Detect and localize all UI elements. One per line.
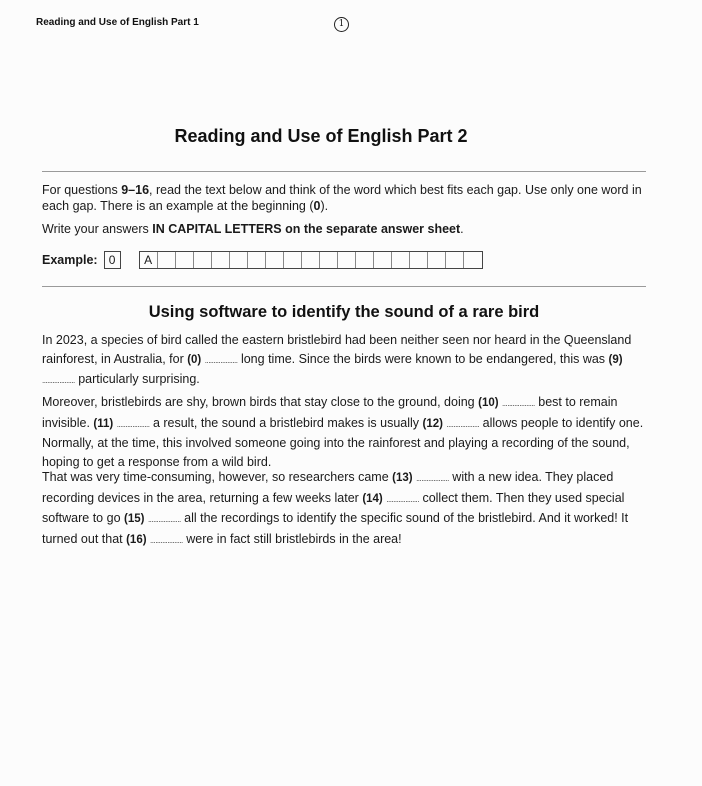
instructions-line-1 [42, 182, 646, 214]
instr-end: ). [320, 199, 329, 213]
p3-text-b: with a new idea. They placed recording devices in the area, returning a few weeks later [42, 470, 614, 505]
gap-16-dots: ................... [150, 535, 183, 545]
answer-grid-cell [284, 252, 302, 268]
answer-grid-cell [320, 252, 338, 268]
p1-text-b: long time. Since the birds were known to be endangered, this was [237, 351, 609, 366]
answer-grid-cell [248, 252, 266, 268]
answer-grid-cell [194, 252, 212, 268]
answer-grid-cell [212, 252, 230, 268]
p3-text-d: all the recordings to identify the specific sound of the bristlebird. And it worked! It turned out that [42, 511, 629, 546]
paragraph-2 [42, 393, 650, 471]
gap-10-dots: ................... [502, 399, 535, 408]
p3-text-e: were in fact still bristlebirds in the area! [182, 531, 402, 546]
divider-bottom [42, 286, 646, 287]
gap-9-dots: ................... [42, 376, 75, 385]
answer-grid-cell [266, 252, 284, 268]
paragraph-1 [42, 331, 650, 391]
text-title: Using software to identify the sound of a rare bird [148, 303, 540, 321]
gap-12-dots: ................... [446, 419, 480, 429]
p2-text-b: best to remain invisible. [42, 395, 618, 430]
p2-text-d: allows people to identify one. Normally, at the time, this involved someone going into the rainforest and playing a recording of the sound, hoping to get a response from a wild bird. [42, 415, 644, 469]
p1-text-c: particularly surprising. [74, 372, 200, 386]
answer-grid-cell: A [140, 252, 158, 268]
gap-9-label: (9) [608, 353, 623, 366]
instr-example-ref: 0 [313, 199, 321, 213]
p3-text-a: That was very time-consuming, however, so researchers came [42, 470, 393, 484]
gap-13-label: (13) [392, 472, 413, 484]
gap-0-dots: ................... [204, 355, 238, 365]
p1-text-a: In 2023, a species of bird called the eastern bristlebird had been neither seen nor heard in the Queensland rainforest, in Australia, for [42, 333, 632, 366]
answer-grid-cell [410, 252, 428, 268]
divider-top [42, 171, 646, 172]
paragraph-3 [42, 468, 650, 550]
answer-grid-cell [158, 252, 176, 268]
answer-grid-cell [392, 252, 410, 268]
example-answer-grid [139, 251, 483, 269]
answer-grid-cell [302, 252, 320, 268]
example-row [42, 250, 483, 270]
instr2-end: . [460, 222, 464, 236]
answer-grid-cell [464, 252, 482, 268]
gap-16-label: (16) [126, 533, 147, 546]
p3-text-c: collect them. Then they used special software to go [42, 490, 625, 525]
instr2-prefix: Write your answers [42, 222, 153, 236]
instr-prefix: For questions [42, 183, 122, 197]
answer-grid-cell [446, 252, 464, 268]
gap-11-dots: ................... [116, 419, 150, 429]
instr-range: 9–16 [121, 183, 150, 197]
gap-12-label: (12) [422, 417, 443, 430]
page-number: 1 [334, 17, 349, 32]
part-title [0, 126, 642, 147]
answer-grid-cell [230, 252, 248, 268]
answer-grid-cell [338, 252, 356, 268]
p2-text-a: Moreover, bristlebirds are shy, brown birds that stay close to the ground, doing [42, 395, 479, 409]
gap-14-dots: ................... [386, 494, 419, 504]
gap-13-dots: ................... [416, 474, 449, 483]
answer-grid-cell [428, 252, 446, 268]
instr2-bold: IN CAPITAL LETTERS on the separate answer sheet [152, 222, 461, 236]
example-number-box: 0 [104, 251, 121, 269]
gap-14-label: (14) [362, 492, 383, 505]
gap-11-label: (11) [93, 417, 114, 430]
gap-15-dots: ................... [147, 515, 181, 524]
gap-10-label: (10) [478, 397, 499, 409]
answer-grid-cell [374, 252, 392, 268]
p2-text-c: a result, the sound a bristlebird makes is usually [149, 415, 423, 430]
answer-grid-cell [356, 252, 374, 268]
part-title-text: Reading and Use of English Part 2 [174, 126, 468, 146]
instr-rest: , read the text below and think of the word which best fits each gap. Use only one word in each gap. There is an example at the beginning ( [42, 183, 642, 213]
answer-grid-cell [176, 252, 194, 268]
instructions-line-2 [42, 221, 646, 237]
gap-0-label: (0) [187, 353, 202, 366]
section-label: Reading and Use of English Part 1 [36, 17, 199, 28]
gap-15-label: (15) [124, 513, 145, 525]
example-label: Example: [42, 253, 98, 267]
